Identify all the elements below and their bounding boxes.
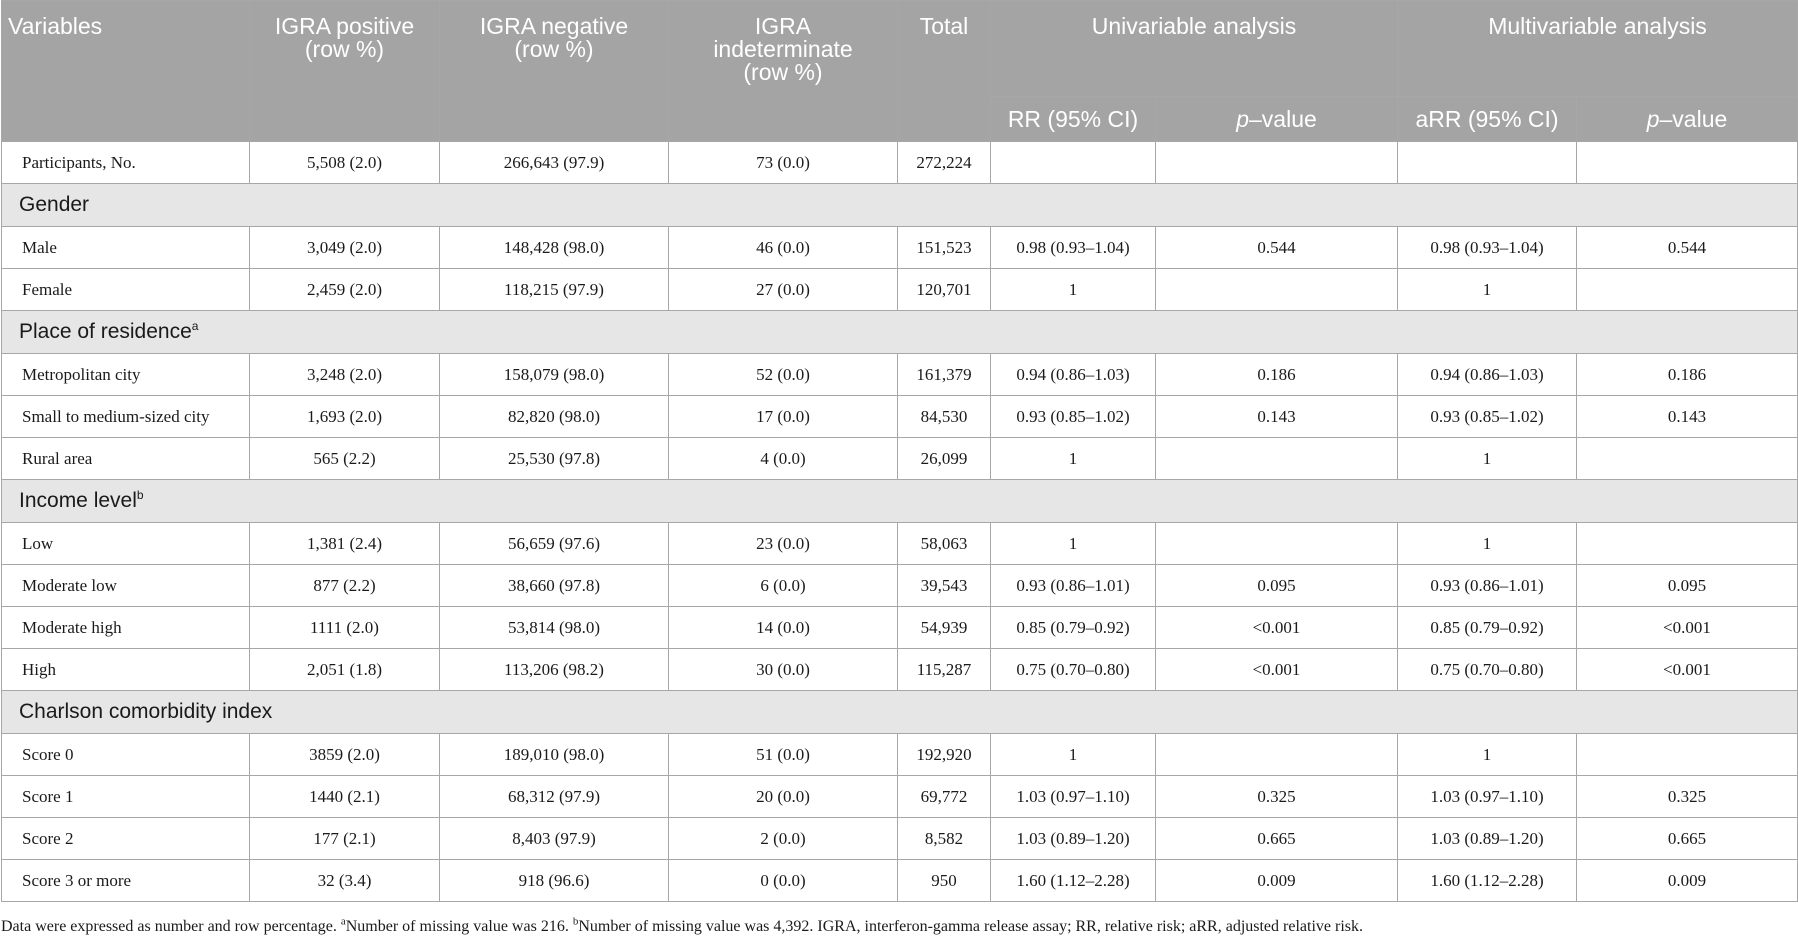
cell-total: 161,379 (898, 354, 991, 396)
cell-igra-positive: 3,049 (2.0) (250, 227, 440, 269)
cell-total: 39,543 (898, 565, 991, 607)
row-label: Moderate low (2, 565, 250, 607)
cell-arr (1398, 142, 1577, 184)
header-adjusted-p-value: p–value (1577, 97, 1798, 142)
cell-p-value (1156, 734, 1398, 776)
cell-total: 8,582 (898, 818, 991, 860)
cell-igra-indeterminate: 30 (0.0) (669, 649, 898, 691)
cell-igra-negative: 918 (96.6) (440, 860, 669, 902)
cell-total: 272,224 (898, 142, 991, 184)
cell-adjusted-p-value (1577, 734, 1798, 776)
row-label: Small to medium-sized city (2, 396, 250, 438)
header-univariable: Univariable analysis (991, 1, 1398, 97)
cell-arr: 1.03 (0.97–1.10) (1398, 776, 1577, 818)
cell-total: 84,530 (898, 396, 991, 438)
table-row (2, 565, 1798, 607)
cell-igra-negative: 118,215 (97.9) (440, 269, 669, 311)
section-title: Gender (2, 184, 1798, 227)
cell-adjusted-p-value: 0.009 (1577, 860, 1798, 902)
cell-igra-positive: 32 (3.4) (250, 860, 440, 902)
footnote-marker: b (136, 488, 144, 502)
header-multivariable: Multivariable analysis (1398, 1, 1798, 97)
table-row (2, 438, 1798, 480)
cell-adjusted-p-value: <0.001 (1577, 607, 1798, 649)
header-arr: aRR (95% CI) (1398, 97, 1577, 142)
cell-p-value: 0.009 (1156, 860, 1398, 902)
cell-rr: 1.03 (0.89–1.20) (991, 818, 1156, 860)
cell-p-value: <0.001 (1156, 649, 1398, 691)
section-header-row (2, 480, 1798, 523)
header-igra-indeterminate: IGRA indeterminate (row %) (669, 1, 898, 142)
cell-rr: 1 (991, 734, 1156, 776)
section-header-row (2, 311, 1798, 354)
cell-total: 192,920 (898, 734, 991, 776)
cell-igra-negative: 8,403 (97.9) (440, 818, 669, 860)
cell-rr: 0.75 (0.70–0.80) (991, 649, 1156, 691)
cell-igra-indeterminate: 2 (0.0) (669, 818, 898, 860)
cell-arr: 1 (1398, 734, 1577, 776)
table-row (2, 649, 1798, 691)
header-igra-positive: IGRA positive (row %) (250, 1, 440, 142)
row-label: Participants, No. (2, 142, 250, 184)
cell-adjusted-p-value (1577, 438, 1798, 480)
cell-p-value: 0.544 (1156, 227, 1398, 269)
row-label: Score 1 (2, 776, 250, 818)
section-header-row (2, 691, 1798, 734)
cell-rr: 0.93 (0.85–1.02) (991, 396, 1156, 438)
cell-igra-negative: 38,660 (97.8) (440, 565, 669, 607)
cell-arr: 0.98 (0.93–1.04) (1398, 227, 1577, 269)
cell-p-value (1156, 438, 1398, 480)
table-header (2, 1, 1798, 142)
table-row (2, 818, 1798, 860)
cell-adjusted-p-value: 0.143 (1577, 396, 1798, 438)
cell-igra-indeterminate: 17 (0.0) (669, 396, 898, 438)
table-row (2, 269, 1798, 311)
cell-arr: 1.60 (1.12–2.28) (1398, 860, 1577, 902)
cell-igra-indeterminate: 20 (0.0) (669, 776, 898, 818)
cell-igra-indeterminate: 4 (0.0) (669, 438, 898, 480)
cell-p-value: 0.665 (1156, 818, 1398, 860)
row-label: Score 3 or more (2, 860, 250, 902)
cell-igra-negative: 158,079 (98.0) (440, 354, 669, 396)
cell-igra-positive: 177 (2.1) (250, 818, 440, 860)
cell-total: 120,701 (898, 269, 991, 311)
cell-adjusted-p-value: 0.186 (1577, 354, 1798, 396)
cell-arr: 1.03 (0.89–1.20) (1398, 818, 1577, 860)
cell-igra-positive: 1440 (2.1) (250, 776, 440, 818)
cell-rr: 0.94 (0.86–1.03) (991, 354, 1156, 396)
header-igra-negative: IGRA negative (row %) (440, 1, 669, 142)
cell-p-value: <0.001 (1156, 607, 1398, 649)
table-row (2, 523, 1798, 565)
cell-arr: 0.85 (0.79–0.92) (1398, 607, 1577, 649)
cell-total: 69,772 (898, 776, 991, 818)
cell-adjusted-p-value (1577, 523, 1798, 565)
cell-igra-indeterminate: 23 (0.0) (669, 523, 898, 565)
cell-rr (991, 142, 1156, 184)
cell-adjusted-p-value: 0.095 (1577, 565, 1798, 607)
cell-rr: 0.93 (0.86–1.01) (991, 565, 1156, 607)
cell-p-value: 0.325 (1156, 776, 1398, 818)
cell-igra-positive: 1,381 (2.4) (250, 523, 440, 565)
cell-p-value: 0.095 (1156, 565, 1398, 607)
cell-igra-indeterminate: 27 (0.0) (669, 269, 898, 311)
table-footnote: Data were expressed as number and row percentage. $^a$Number of missing value was 216. $^b$Number of missing value was 4,392. IGRA, interferon-gamma release assay; RR, relative risk; aRR, adjusted relative risk. (1, 915, 1363, 935)
table-row (2, 607, 1798, 649)
header-variables: Variables (2, 1, 250, 142)
cell-igra-positive: 2,051 (1.8) (250, 649, 440, 691)
row-label: Rural area (2, 438, 250, 480)
cell-total: 115,287 (898, 649, 991, 691)
participants-row (2, 142, 1798, 184)
section-title: Charlson comorbidity index (2, 691, 1798, 734)
cell-total: 151,523 (898, 227, 991, 269)
cell-total: 54,939 (898, 607, 991, 649)
cell-igra-negative: 148,428 (98.0) (440, 227, 669, 269)
cell-arr: 1 (1398, 269, 1577, 311)
cell-igra-indeterminate: 46 (0.0) (669, 227, 898, 269)
table-row (2, 776, 1798, 818)
header-total: Total (898, 1, 991, 142)
cell-total: 950 (898, 860, 991, 902)
cell-igra-positive: 1,693 (2.0) (250, 396, 440, 438)
cell-igra-negative: 113,206 (98.2) (440, 649, 669, 691)
header-p-value: p–value (1156, 97, 1398, 142)
row-label: Metropolitan city (2, 354, 250, 396)
cell-p-value (1156, 523, 1398, 565)
row-label: Moderate high (2, 607, 250, 649)
cell-p-value (1156, 269, 1398, 311)
cell-igra-positive: 877 (2.2) (250, 565, 440, 607)
cell-arr: 0.75 (0.70–0.80) (1398, 649, 1577, 691)
row-label: Male (2, 227, 250, 269)
cell-igra-positive: 1111 (2.0) (250, 607, 440, 649)
cell-p-value (1156, 142, 1398, 184)
cell-rr: 1 (991, 269, 1156, 311)
row-label: Female (2, 269, 250, 311)
cell-p-value: 0.143 (1156, 396, 1398, 438)
header-rr: RR (95% CI) (991, 97, 1156, 142)
cell-total: 58,063 (898, 523, 991, 565)
cell-igra-negative: 56,659 (97.6) (440, 523, 669, 565)
section-title: Income level$^b$ (2, 480, 1798, 523)
table-row (2, 396, 1798, 438)
cell-igra-positive: 565 (2.2) (250, 438, 440, 480)
section-header-row (2, 184, 1798, 227)
cell-arr: 1 (1398, 523, 1577, 565)
footnote-marker: a (191, 319, 199, 333)
cell-igra-negative: 189,010 (98.0) (440, 734, 669, 776)
cell-rr: 1 (991, 523, 1156, 565)
cell-igra-negative: 53,814 (98.0) (440, 607, 669, 649)
table-row (2, 227, 1798, 269)
cell-igra-negative: 82,820 (98.0) (440, 396, 669, 438)
table-body (2, 142, 1798, 902)
cell-rr: 0.98 (0.93–1.04) (991, 227, 1156, 269)
cell-igra-positive: 5,508 (2.0) (250, 142, 440, 184)
cell-adjusted-p-value: <0.001 (1577, 649, 1798, 691)
cell-igra-indeterminate: 52 (0.0) (669, 354, 898, 396)
cell-adjusted-p-value: 0.544 (1577, 227, 1798, 269)
cell-arr: 0.93 (0.86–1.01) (1398, 565, 1577, 607)
cell-rr: 1.60 (1.12–2.28) (991, 860, 1156, 902)
cell-rr: 0.85 (0.79–0.92) (991, 607, 1156, 649)
cell-igra-negative: 25,530 (97.8) (440, 438, 669, 480)
cell-igra-negative: 68,312 (97.9) (440, 776, 669, 818)
cell-igra-indeterminate: 73 (0.0) (669, 142, 898, 184)
row-label: Score 2 (2, 818, 250, 860)
table-row (2, 734, 1798, 776)
cell-adjusted-p-value: 0.325 (1577, 776, 1798, 818)
cell-igra-positive: 3,248 (2.0) (250, 354, 440, 396)
cell-rr: 1.03 (0.97–1.10) (991, 776, 1156, 818)
section-title: Place of residence$^a$ (2, 311, 1798, 354)
cell-arr: 0.93 (0.85–1.02) (1398, 396, 1577, 438)
cell-adjusted-p-value (1577, 142, 1798, 184)
cell-igra-positive: 3859 (2.0) (250, 734, 440, 776)
cell-arr: 0.94 (0.86–1.03) (1398, 354, 1577, 396)
row-label: Low (2, 523, 250, 565)
cell-igra-indeterminate: 51 (0.0) (669, 734, 898, 776)
cell-adjusted-p-value: 0.665 (1577, 818, 1798, 860)
cell-total: 26,099 (898, 438, 991, 480)
cell-rr: 1 (991, 438, 1156, 480)
cell-p-value: 0.186 (1156, 354, 1398, 396)
row-label: Score 0 (2, 734, 250, 776)
cell-igra-positive: 2,459 (2.0) (250, 269, 440, 311)
cell-arr: 1 (1398, 438, 1577, 480)
row-label: High (2, 649, 250, 691)
cell-adjusted-p-value (1577, 269, 1798, 311)
cell-igra-indeterminate: 6 (0.0) (669, 565, 898, 607)
cell-igra-negative: 266,643 (97.9) (440, 142, 669, 184)
table-row (2, 860, 1798, 902)
cell-igra-indeterminate: 14 (0.0) (669, 607, 898, 649)
table-row (2, 354, 1798, 396)
cell-igra-indeterminate: 0 (0.0) (669, 860, 898, 902)
results-table (1, 0, 1798, 902)
